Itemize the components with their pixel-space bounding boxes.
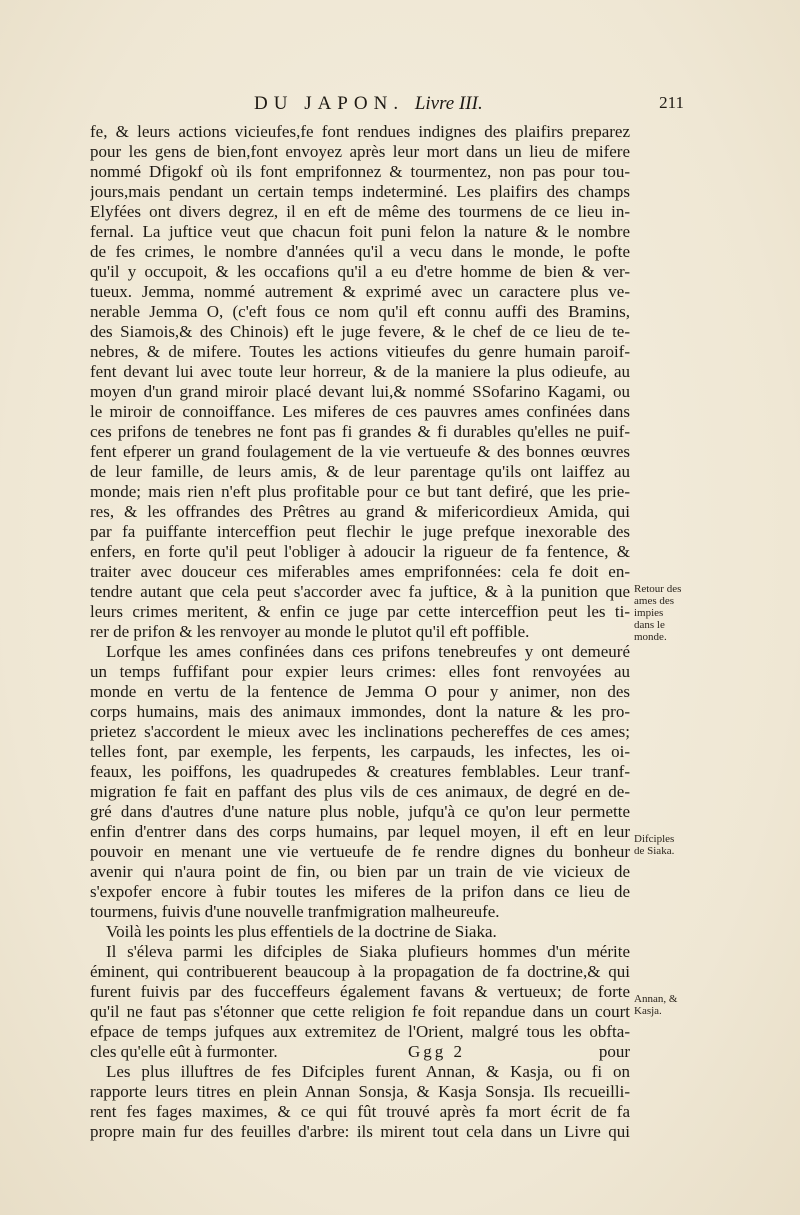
- signature-mark: Ggg 2: [408, 1042, 466, 1061]
- text-line: ces prifons de tenebres ne font pas fi grandes & fi durables qu'elles ne puif-: [90, 422, 630, 441]
- text-line: Lorfque les ames confinées dans ces prifons tenebreufes y ont demeuré: [106, 642, 630, 661]
- marginal-note-retour: [634, 583, 692, 643]
- text-line: gré dans d'autres d'une nature plus noble, jufqu'à ce qu'on leur permette: [90, 802, 630, 821]
- text-line: fernal. La juftice veut que chacun foit puni felon la nature & le nombre: [90, 222, 630, 241]
- marginal-note-line: Annan, &: [634, 993, 678, 1005]
- text-line: propre main fur des feuilles d'arbre: ils mirent tout cela dans un Livre qui: [90, 1122, 630, 1141]
- text-line: corps humains, mais des animaux immondes, dont la nature & les pro-: [90, 702, 630, 721]
- marginal-note-line: de Siaka.: [634, 845, 675, 857]
- text-line: rer de prifon & les renvoyer au monde le plutot qu'il eft poffible.: [90, 622, 530, 641]
- text-line: cles qu'elle eût à furmonter.: [90, 1042, 278, 1061]
- text-line: enfers, en forte qu'il peut l'obliger à adoucir la rigueur de fa fentence, &: [90, 542, 630, 561]
- marginal-note-annan: [634, 993, 692, 1017]
- text-line: monde en vertu de la fentence de Jemma O pour y animer, non des: [90, 682, 630, 701]
- text-line: Elyfées ont divers degrez, il en eft de même des tourmens de ce lieu in-: [90, 202, 630, 221]
- text-line: le miroir de connoiffance. Les miferes de ces pauvres ames confinées dans: [90, 402, 630, 421]
- text-line: prietez s'accordent le mieux avec les inclinations pechereffes de ces ames;: [90, 722, 630, 741]
- page-number: 211: [659, 93, 684, 112]
- text-line: nommé Dfigokf où ils font emprifonnez & tourmentez, non pas pour tou-: [90, 162, 630, 181]
- text-line: feaux, les poiffons, les quadrupedes & creatures femblables. Leur tranf-: [90, 762, 630, 781]
- marginal-note-line: Kasja.: [634, 1005, 662, 1017]
- text-line: pour les gens de bien,font envoyez après leur mort dans un lieu de mifere: [90, 142, 630, 161]
- text-line: Les plus illuftres de fes Difciples furent Annan, & Kasja, ou fi on: [106, 1062, 630, 1081]
- text-line: moyen d'un grand miroir placé devant lui,& nommé SSofarino Kagami, ou: [90, 382, 630, 401]
- marginal-note-line: monde.: [634, 631, 667, 643]
- text-line: rent fes fages maximes, & ce qui fût trouvé après fa mort écrit de fa: [90, 1102, 630, 1121]
- text-line: nebres, & de mifere. Toutes les actions vitieufes du genre humain paroif-: [90, 342, 630, 361]
- text-line: éminent, qui contribuerent beaucoup à la propagation de fa doctrine,& qui: [90, 962, 630, 981]
- text-line: de leur famille, de leurs amis, & de leur parentage qu'ils ont laiffez au: [90, 462, 630, 481]
- text-line: tourmens, fuivis d'une nouvelle tranfmigration malheureufe.: [90, 902, 500, 921]
- text-line: migration fe fait en paffant des plus vils de ces animaux, de degré en de-: [90, 782, 630, 801]
- marginal-note-line: impies: [634, 607, 664, 619]
- text-line: qu'il y occupoit, & les occafions qu'il a eu d'etre homme de bien & ver-: [90, 262, 630, 281]
- text-line: un temps fuffifant pour expier leurs crimes: elles font renvoyées au: [90, 662, 630, 681]
- text-line: fent devant lui avec toute leur horreur, & de la maniere la plus odieufe, au: [90, 362, 630, 381]
- page-footer: [90, 1042, 630, 1062]
- text-line: avenir qui n'aura point de fin, ou bien par un train de vie vicieux de: [90, 862, 630, 881]
- text-line: pouvoir en menant une vie vertueufe de fe rendre dignes du bonheur: [90, 842, 630, 861]
- running-title: DU JAPON.: [254, 93, 405, 114]
- marginal-note-line: dans le: [634, 619, 665, 631]
- text-line: fent efperer un grand foulagement de la vie vertueufe & des bonnes œuvres: [90, 442, 630, 461]
- marginal-note-line: Difciples: [634, 833, 675, 845]
- catchword: pour: [598, 1042, 630, 1061]
- text-line: par fa puiffante interceffion peut flechir le juge prefque inexorable des: [90, 522, 630, 541]
- marginal-note-disciples: [634, 833, 692, 857]
- text-line: s'expofer encore à fubir toutes les miferes de la prifon dans ce lieu de: [90, 882, 630, 901]
- text-line: rapporte leurs titres en plein Annan Sonsja, & Kasja Sonsja. Ils recueilli-: [90, 1082, 630, 1101]
- text-line: monde; mais rien n'eft plus profitable pour ce but tant defiré, que les prie-: [90, 482, 630, 501]
- main-text-block: [90, 122, 630, 1142]
- text-line: furent fuivis par des fucceffeurs également favans & vertueux; de forte: [90, 982, 630, 1001]
- text-line: tendre autant que cela peut s'accorder avec fa juftice, & à la punition que: [90, 582, 630, 601]
- text-line: leurs crimes meritent, & enfin ce juge par cette interceffion peut les ti-: [90, 602, 630, 621]
- marginal-note-line: ames des: [634, 595, 675, 607]
- text-line: des Siamois,& des Chinois) eft le juge fevere, & le chef de ce lieu de te-: [90, 322, 630, 341]
- text-line: fe, & leurs actions vicieufes,fe font rendues indignes des plaifirs preparez: [90, 122, 630, 141]
- text-line: Il s'éleva parmi les difciples de Siaka plufieurs hommes d'un mérite: [106, 942, 630, 961]
- text-line: Voilà les points les plus effentiels de la doctrine de Siaka.: [106, 922, 497, 941]
- text-line: traiter avec douceur ces miferables ames emprifonnées: cela fe doit en-: [90, 562, 630, 581]
- text-line: telles font, par exemple, les ferpents, les carpauds, les infectes, les oi-: [90, 742, 630, 761]
- book-number: Livre III.: [414, 93, 483, 114]
- text-line: res, & les offrandes des Prêtres au grand & mifericordieux Amida, qui: [90, 502, 630, 521]
- text-line: jours,mais pendant un certain temps indeterminé. Les plaifirs des champs: [90, 182, 630, 201]
- running-header: [254, 93, 684, 119]
- text-line: qu'il ne faut pas s'étonner que cette religion fe foit repandue dans un court: [90, 1002, 630, 1021]
- text-line: enfin d'entrer dans des corps humains, par lequel moyen, il eft en leur: [90, 822, 630, 841]
- text-line: tueux. Jemma, nommé autrement & exprimé avec un caractere plus ve-: [90, 282, 630, 301]
- text-line: nerable Jemma O, (c'eft fous ce nom qu'il eft connu auffi des Bramins,: [90, 302, 630, 321]
- text-line: de fes crimes, le nombre d'années qu'il a vecu dans le monde, le pofte: [90, 242, 630, 261]
- text-line: efpace de temps jufques aux extremitez de l'Orient, malgré tous les obfta-: [90, 1022, 630, 1041]
- marginal-note-line: Retour des: [634, 583, 682, 595]
